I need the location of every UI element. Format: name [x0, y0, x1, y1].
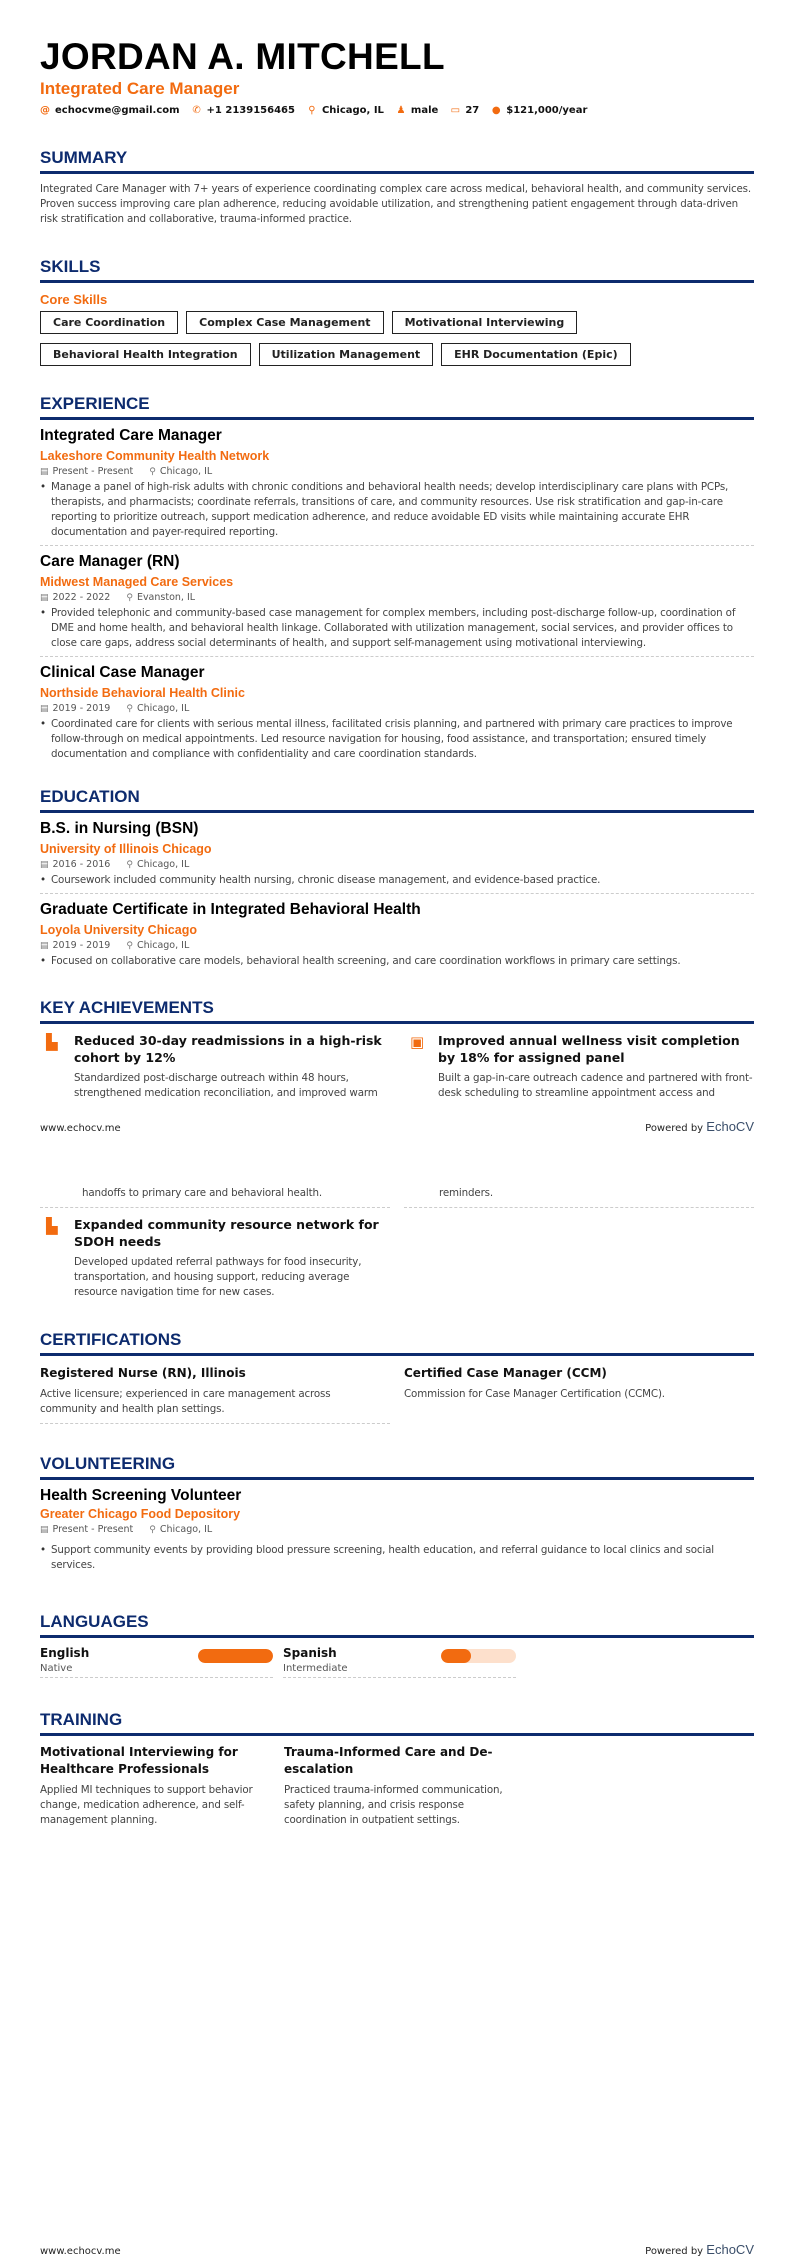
location-icon: ⚲ [126, 592, 133, 603]
training-title: Motivational Interviewing for Healthcare Professionals [40, 1745, 238, 1776]
training-title: Trauma-Informed Care and De-escalation [284, 1745, 493, 1776]
contact-salary [491, 105, 587, 116]
proficiency-fill [198, 1649, 273, 1663]
certification-desc: Commission for Case Manager Certification (CCMC). [404, 1388, 665, 1400]
summary-section [40, 148, 754, 227]
location: Chicago, IL [159, 1524, 213, 1535]
education-item [40, 813, 754, 894]
chip-icon: ▣ [410, 1033, 425, 1051]
dates: Present - Present [52, 466, 134, 477]
skill-chip: Utilization Management [259, 343, 434, 366]
dates: 2019 - 2019 [52, 703, 111, 714]
skills-group-title: Core Skills [40, 292, 108, 307]
powered-by-text: Powered by [645, 1123, 704, 1134]
certification-title: Certified Case Manager (CCM) [404, 1366, 607, 1380]
certification-item [40, 1356, 390, 1424]
education-item [40, 894, 754, 974]
section-heading: SKILLS [40, 257, 754, 283]
training-item [40, 1744, 272, 1828]
contact-age [450, 105, 479, 116]
certification-desc: Active licensure; experienced in care management across community and health plan settings. [40, 1388, 331, 1415]
achievement-item [40, 1024, 390, 1107]
achievements-continued [40, 1186, 754, 1306]
skills-list [40, 311, 680, 366]
section-heading: VOLUNTEERING [40, 1454, 754, 1480]
resume-page-2 [0, 1142, 794, 2265]
experience-item [40, 546, 754, 657]
achievement-item [40, 1208, 390, 1306]
person-icon: ♟ [396, 105, 406, 116]
brand-logo: EchoCV [706, 2242, 754, 2257]
job-title: Care Manager (RN) [40, 553, 180, 570]
skill-chip: Motivational Interviewing [392, 311, 578, 334]
experience-item [40, 420, 754, 546]
calendar-icon: ▭ [450, 105, 461, 116]
bullet-text: • Manage a panel of high-risk adults with chronic conditions and behavioral health needs; develop interdisciplinary care plans with PCPs, therapists, and pharmacists; coordinate referrals, transitions of care, and community resources. Use risk stratification and gap-in-care reporting to prioritize outreach, support medication adherence, and reduce avoidable ED visits while maintaining accurate EHR documentation and payer-required reporting. [40, 480, 754, 540]
skills-section [40, 257, 754, 366]
section-heading: EXPERIENCE [40, 394, 754, 420]
calendar-icon: ▤ [40, 592, 49, 603]
location: Evanston, IL [136, 592, 196, 603]
summary-text: Integrated Care Manager with 7+ years of experience coordinating complex care across medical, behavioral health, and community services. Proven success improving care plan adherence, reducing avoidable utilization, and strengthening patient engagement through data-driven risk stratification and collaborative, trauma-informed practice. [40, 183, 752, 225]
powered-by-text: Powered by [645, 2246, 704, 2257]
volunteer-role: Health Screening Volunteer [40, 1487, 242, 1504]
section-heading: KEY ACHIEVEMENTS [40, 998, 754, 1024]
language-name: English [40, 1646, 90, 1660]
contact-text: +1 2139156465 [206, 105, 295, 116]
training-item [284, 1744, 516, 1828]
phone-icon: ✆ [192, 105, 201, 116]
skill-chip: Care Coordination [40, 311, 178, 334]
language-level: Native [40, 1663, 73, 1674]
volunteering-item [40, 1480, 754, 1578]
contact-text: 27 [465, 105, 480, 116]
achievement-desc: Developed updated referral pathways for food insecurity, transportation, and housing support, reducing average resource navigation time for new cases. [74, 1256, 362, 1298]
document-search-icon: ▙ [46, 1217, 58, 1235]
contact-phone[interactable] [192, 105, 295, 116]
dates: 2019 - 2019 [52, 940, 111, 951]
achievement-item [404, 1024, 754, 1107]
bullet-text: • Provided telephonic and community-based case management for complex members, including post-discharge follow-up, coordination of DME and home health, and behavioral health linkage. Collaborated with utilization management, social services, and provider offices to close care gaps, address social determinants of health, and support self-management using motivational interviewing. [40, 606, 754, 651]
contact-text: $121,000/year [506, 105, 588, 116]
language-item [40, 1646, 273, 1678]
skill-chip: Behavioral Health Integration [40, 343, 251, 366]
degree-title: Graduate Certificate in Integrated Behavioral Health [40, 901, 421, 918]
location-icon: ⚲ [149, 1524, 156, 1535]
calendar-icon: ▤ [40, 703, 49, 714]
achievement-desc: Built a gap-in-care outreach cadence and partnered with front-desk scheduling to streamline appointment access and [438, 1072, 753, 1099]
experience-section [40, 394, 754, 767]
footer-site-link[interactable]: www.echocv.me [40, 2246, 121, 2257]
achievements-section [40, 998, 754, 1107]
section-heading: SUMMARY [40, 148, 754, 174]
at-icon: @ [40, 105, 50, 116]
contact-email[interactable] [40, 105, 180, 116]
bullet-text: • Support community events by providing blood pressure screening, health education, and referral guidance to local clinics and social services. [40, 1543, 754, 1573]
bullet-text: • Coordinated care for clients with serious mental illness, facilitated crisis planning, and partnered with primary care practices to improve follow-through on medical appointments. Led resource navigation for housing, food assistance, and transportation; ensured timely documentation and compliance with confidentiality and care coordination standards. [40, 717, 754, 762]
language-name: Spanish [283, 1646, 337, 1660]
calendar-icon: ▤ [40, 859, 49, 870]
contact-text: male [410, 105, 439, 116]
footer-powered-by [645, 1119, 754, 1134]
language-level: Intermediate [283, 1663, 348, 1674]
contact-text: Chicago, IL [321, 105, 384, 116]
achievement-desc: Standardized post-discharge outreach within 48 hours, strengthened medication reconciliation, and improved warm [74, 1072, 378, 1099]
location-icon: ⚲ [126, 940, 133, 951]
section-heading: TRAINING [40, 1710, 754, 1736]
job-title: Integrated Care Manager [40, 427, 222, 444]
location: Chicago, IL [136, 940, 190, 951]
bullet-text: • Focused on collaborative care models, behavioral health screening, and care coordination workflows in primary care settings. [40, 954, 754, 969]
organization-name: Greater Chicago Food Depository [40, 1507, 241, 1521]
languages-section [40, 1612, 754, 1678]
page-footer [40, 2230, 754, 2265]
location: Chicago, IL [136, 703, 190, 714]
location: Chicago, IL [136, 859, 190, 870]
section-heading: LANGUAGES [40, 1612, 754, 1638]
proficiency-fill [441, 1649, 471, 1663]
experience-item [40, 657, 754, 767]
skill-chip: EHR Documentation (Epic) [441, 343, 630, 366]
achievement-desc-continued: handoffs to primary care and behavioral health. [40, 1186, 390, 1208]
training-desc: Practiced trauma-informed communication, safety planning, and crisis response coordination in outpatient settings. [284, 1784, 503, 1826]
calendar-icon: ▤ [40, 466, 49, 477]
location-icon: ⚲ [308, 105, 316, 116]
location: Chicago, IL [159, 466, 213, 477]
candidate-name: JORDAN A. MITCHELL [40, 36, 445, 77]
document-icon: ▙ [46, 1033, 58, 1051]
skill-chip: Complex Case Management [186, 311, 383, 334]
language-item [283, 1646, 516, 1678]
education-section [40, 787, 754, 974]
location-icon: ⚲ [149, 466, 156, 477]
degree-title: B.S. in Nursing (BSN) [40, 820, 199, 837]
company-name: Lakeshore Community Health Network [40, 449, 270, 463]
dates: Present - Present [52, 1524, 134, 1535]
section-heading: CERTIFICATIONS [40, 1330, 754, 1356]
volunteering-section [40, 1454, 754, 1578]
language-proficiency-bar [441, 1649, 516, 1663]
section-heading: EDUCATION [40, 787, 754, 813]
certifications-section [40, 1330, 754, 1424]
location-icon: ⚲ [126, 859, 133, 870]
language-proficiency-bar [198, 1649, 273, 1663]
calendar-icon: ▤ [40, 1524, 49, 1535]
company-name: Midwest Managed Care Services [40, 575, 234, 589]
bullet-text: • Coursework included community health nursing, chronic disease management, and evidence-based practice. [40, 873, 754, 888]
contact-location [307, 105, 384, 116]
location-icon: ⚲ [126, 703, 133, 714]
job-title: Clinical Case Manager [40, 664, 205, 681]
candidate-title: Integrated Care Manager [40, 79, 240, 98]
contact-bar [40, 105, 754, 116]
calendar-icon: ▤ [40, 940, 49, 951]
dates: 2022 - 2022 [52, 592, 111, 603]
achievement-desc-continued: reminders. [404, 1186, 754, 1208]
school-name: University of Illinois Chicago [40, 842, 212, 856]
school-name: Loyola University Chicago [40, 923, 197, 937]
achievement-title: Expanded community resource network for SDOH needs [74, 1217, 379, 1249]
contact-text: echocvme@gmail.com [55, 105, 180, 116]
certification-title: Registered Nurse (RN), Illinois [40, 1366, 246, 1380]
training-desc: Applied MI techniques to support behavior change, medication adherence, and self-management planning. [40, 1784, 253, 1826]
achievement-title: Improved annual wellness visit completion by 18% for assigned panel [438, 1033, 740, 1065]
footer-site-link[interactable]: www.echocv.me [40, 1123, 121, 1134]
money-icon: ● [491, 105, 501, 116]
certification-item [404, 1356, 754, 1424]
training-section [40, 1710, 754, 1828]
page-footer [40, 1107, 754, 1142]
brand-logo: EchoCV [706, 1119, 754, 1134]
company-name: Northside Behavioral Health Clinic [40, 686, 245, 700]
contact-gender [396, 105, 438, 116]
dates: 2016 - 2016 [52, 859, 111, 870]
achievement-title: Reduced 30-day readmissions in a high-risk cohort by 12% [74, 1033, 382, 1065]
footer-powered-by [645, 2242, 754, 2257]
